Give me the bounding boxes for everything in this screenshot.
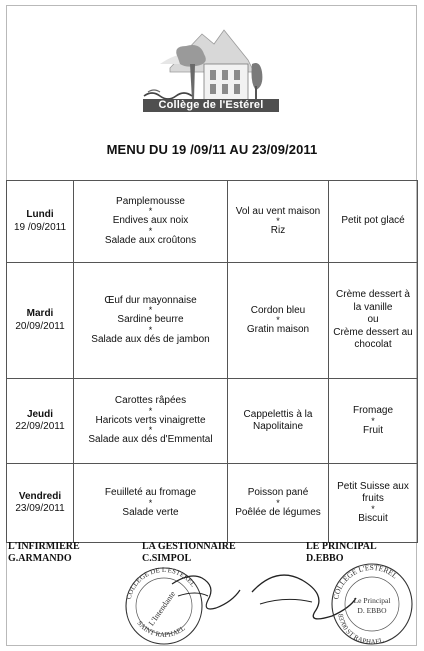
handwritten-signature-stroke bbox=[260, 599, 312, 604]
stamp-ring-text: COLLEGE DE L'ESTEREL bbox=[124, 565, 198, 601]
day-date: 19 /09/2011 bbox=[13, 221, 67, 233]
item-separator: * bbox=[276, 315, 280, 325]
stamp-ring-text: COLLEGE L'ESTEREL bbox=[331, 562, 400, 601]
entree-item: Œuf dur mayonnaise bbox=[104, 294, 197, 306]
signature-role: LE PRINCIPAL bbox=[306, 541, 377, 552]
entree-item: Endives aux noix bbox=[112, 215, 189, 227]
dessert-item: Crème dessert à la vanille bbox=[336, 289, 410, 313]
dessert-cell bbox=[329, 379, 418, 464]
handwritten-signature-stroke bbox=[178, 593, 208, 596]
dessert-item: Fromage bbox=[352, 405, 393, 416]
entree-item: Salade verte bbox=[122, 506, 179, 518]
signature-name: C.SIMPOL bbox=[142, 553, 192, 564]
day-name: Mardi bbox=[26, 308, 54, 319]
menu-row-vendredi bbox=[7, 464, 418, 543]
item-separator: * bbox=[148, 405, 153, 416]
stamp-center-name: D. EBBO bbox=[357, 606, 387, 615]
day-cell bbox=[7, 181, 74, 263]
entree-item: Salade aux dés d'Emmental bbox=[88, 434, 213, 446]
item-separator: * bbox=[148, 305, 153, 316]
menu-row-mardi bbox=[7, 263, 418, 379]
entree-cell bbox=[74, 181, 228, 263]
plat-cell bbox=[228, 379, 329, 464]
signature-infirmiere bbox=[8, 541, 80, 565]
dessert-item: ou bbox=[367, 314, 379, 326]
day-cell bbox=[7, 379, 74, 464]
menu-row-lundi bbox=[7, 181, 418, 263]
plat-item: Riz bbox=[270, 225, 286, 236]
item-separator: * bbox=[276, 497, 280, 508]
item-separator: * bbox=[148, 425, 153, 436]
menu-row-jeudi bbox=[7, 379, 418, 464]
svg-text:SAINT RAPHAEL bbox=[135, 619, 186, 639]
day-cell bbox=[7, 464, 74, 543]
svg-text:COLLEGE L'ESTEREL bbox=[331, 563, 399, 600]
plat-item: Poêlée de légumes bbox=[235, 506, 321, 518]
entree-item: Carottes râpées bbox=[114, 395, 187, 407]
item-separator: * bbox=[148, 225, 153, 236]
item-separator: * bbox=[148, 206, 153, 217]
item-separator: * bbox=[276, 216, 280, 226]
dessert-item: Fruit bbox=[363, 424, 383, 436]
stamp-bottom-text: 83700 ST RAPHAEL bbox=[336, 613, 385, 647]
plat-item: Cordon bleu bbox=[250, 304, 306, 316]
dessert-item: Biscuit bbox=[358, 512, 388, 524]
dessert-cell bbox=[329, 181, 418, 263]
stamp-bottom-text: SAINT RAPHAEL bbox=[135, 619, 187, 640]
page-title: MENU DU 19 /09/11 AU 23/09/2011 bbox=[106, 142, 318, 157]
day-name: Vendredi bbox=[18, 490, 62, 502]
school-name: Collège de l'Estérel bbox=[143, 99, 279, 112]
item-separator: * bbox=[371, 503, 375, 514]
signature-name: D.EBBO bbox=[306, 553, 344, 564]
svg-text:83700 ST RAPHAEL bbox=[336, 613, 384, 646]
entree-item: Pamplemousse bbox=[116, 195, 185, 207]
handwritten-signature bbox=[172, 576, 240, 609]
entree-item: Salade aux dés de jambon bbox=[91, 333, 210, 345]
stamp-center-text: L'Intendante bbox=[146, 589, 178, 628]
day-date: 22/09/2011 bbox=[15, 421, 65, 432]
day-name: Lundi bbox=[26, 209, 54, 220]
school-logo bbox=[140, 20, 282, 124]
dessert-item: Crème dessert au chocolat bbox=[333, 326, 413, 351]
day-date: 20/09/2011 bbox=[15, 320, 65, 332]
plat-item: Poisson pané bbox=[247, 487, 309, 498]
plat-item: Cappelettis à la Napolitaine bbox=[243, 408, 313, 432]
plat-cell bbox=[228, 464, 329, 543]
signature-role: L'INFIRMIERE bbox=[8, 541, 80, 552]
day-date: 23/09/2011 bbox=[15, 503, 65, 514]
entree-item: Haricots verts vinaigrette bbox=[95, 414, 206, 426]
dessert-item: Petit pot glacé bbox=[341, 215, 405, 227]
item-separator: * bbox=[148, 324, 153, 335]
signature-name: G.ARMANDO bbox=[8, 553, 72, 564]
signature-role: LA GESTIONNAIRE bbox=[142, 541, 236, 552]
gestionnaire-stamp bbox=[112, 560, 252, 648]
plat-cell bbox=[228, 263, 329, 379]
plat-item: Gratin maison bbox=[246, 324, 310, 335]
entree-cell bbox=[74, 379, 228, 464]
entree-item: Salade aux croûtons bbox=[104, 234, 197, 246]
menu-table bbox=[6, 180, 418, 543]
dessert-cell bbox=[329, 263, 418, 379]
svg-text:COLLEGE DE L'ESTEREL bbox=[125, 566, 197, 600]
item-separator: * bbox=[371, 415, 375, 426]
principal-stamp bbox=[246, 558, 418, 648]
plat-item: Vol au vent maison bbox=[235, 205, 321, 217]
day-name: Jeudi bbox=[26, 408, 54, 420]
day-cell bbox=[7, 263, 74, 379]
stamp-center-text: Le Principal bbox=[353, 596, 391, 605]
dessert-cell bbox=[329, 464, 418, 543]
entree-cell bbox=[74, 464, 228, 543]
entree-item: Sardine beurre bbox=[117, 314, 184, 326]
plat-cell bbox=[228, 181, 329, 263]
entree-item: Feuilleté au fromage bbox=[104, 487, 197, 498]
entree-cell bbox=[74, 263, 228, 379]
item-separator: * bbox=[148, 497, 153, 508]
dessert-item: Petit Suisse aux fruits bbox=[337, 480, 409, 505]
